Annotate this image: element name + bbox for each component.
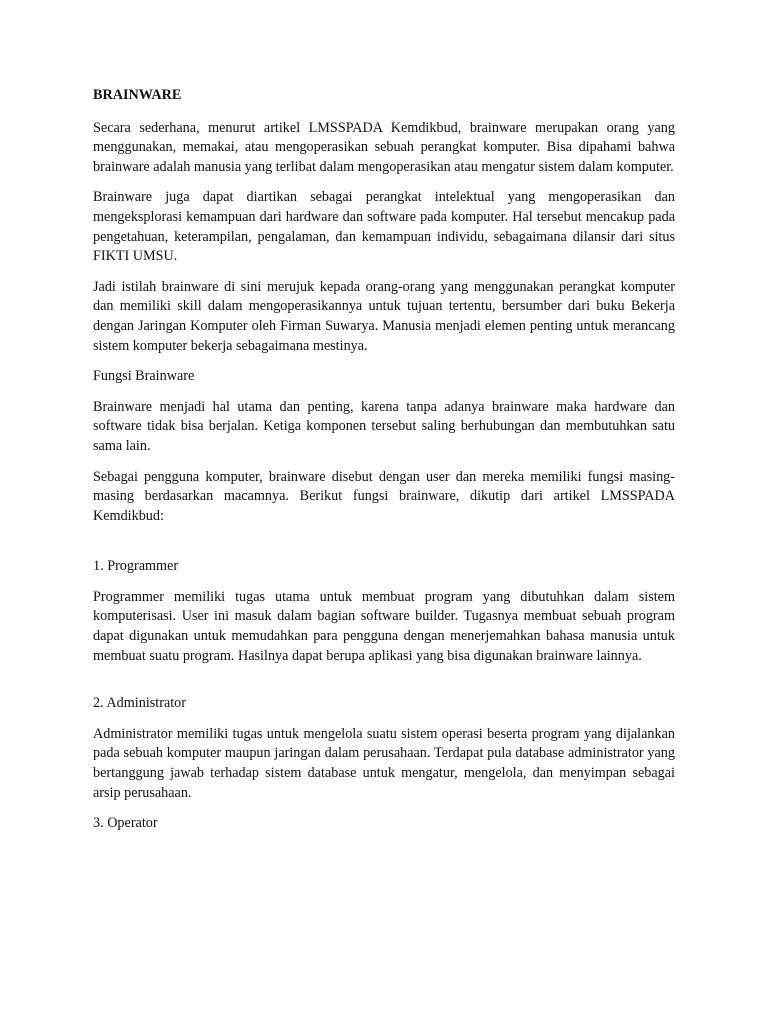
item-body-programmer: Programmer memiliki tugas utama untuk membuat program yang dibutuhkan dalam sistem komputerisasi. User ini masuk dalam bagian software builder. Tugasnya membuat sebuah program dapat digunakan untuk memudahkan para pengguna dengan menerjemahkan bahasa manusia untuk membuat suatu program. Hasilnya dapat berupa aplikasi yang bisa digunakan brainware lainnya. [93, 588, 675, 664]
section-paragraph-2: Sebagai pengguna komputer, brainware disebut dengan user dan mereka memiliki fungsi masing-masing berdasarkan macamnya. Berikut fungsi brainware, dikutip dari artikel LMSSPADA Kemdikbud: [93, 468, 675, 524]
intro-paragraph-1: Secara sederhana, menurut artikel LMSSPADA Kemdikbud, brainware merupakan orang yang menggunakan, memakai, atau mengoperasikan sebuah perangkat komputer. Bisa dipahami bahwa brainware adalah manusia yang terlibat dalam mengoperasikan atau mengatur sistem dalam komputer. [93, 119, 675, 175]
document-title: BRAINWARE [93, 87, 182, 103]
section-heading-fungsi: Fungsi Brainware [93, 368, 195, 385]
intro-paragraph-2: Brainware juga dapat diartikan sebagai perangkat intelektual yang mengoperasikan dan mengeksplorasi kemampuan dari hardware dan software pada komputer. Hal tersebut mencakup pada pengetahuan, keterampilan, pengalaman, dan kemampuan individu, sebagaimana dilansir dari situs FIKTI UMSU. [93, 189, 675, 265]
item-heading-administrator: 2. Administrator [93, 695, 187, 712]
item-heading-operator: 3. Operator [93, 815, 158, 832]
section-paragraph-1: Brainware menjadi hal utama dan penting, karena tanpa adanya brainware maka hardware dan software tidak bisa berjalan. Ketiga komponen tersebut saling berhubungan dan membutuhkan satu sama lain. [93, 398, 675, 454]
intro-paragraph-3: Jadi istilah brainware di sini merujuk kepada orang-orang yang menggunakan perangkat komputer dan memiliki skill dalam mengoperasikannya untuk tujuan tertentu, bersumber dari buku Bekerja dengan Jaringan Komputer oleh Firman Suwarya. Manusia menjadi elemen penting untuk merancang sistem komputer bekerja sebagaimana mestinya. [93, 278, 675, 354]
document-page [93, 86, 675, 845]
item-body-administrator: Administrator memiliki tugas untuk mengelola suatu sistem operasi beserta program yang dijalankan pada sebuah komputer maupun jaringan dalam perusahaan. Terdapat pula database administrator yang bertanggung jawab terhadap sistem database untuk mengatur, mengelola, dan menyimpan sebagai arsip perusahaan. [93, 725, 675, 801]
item-heading-programmer: 1. Programmer [93, 558, 179, 575]
